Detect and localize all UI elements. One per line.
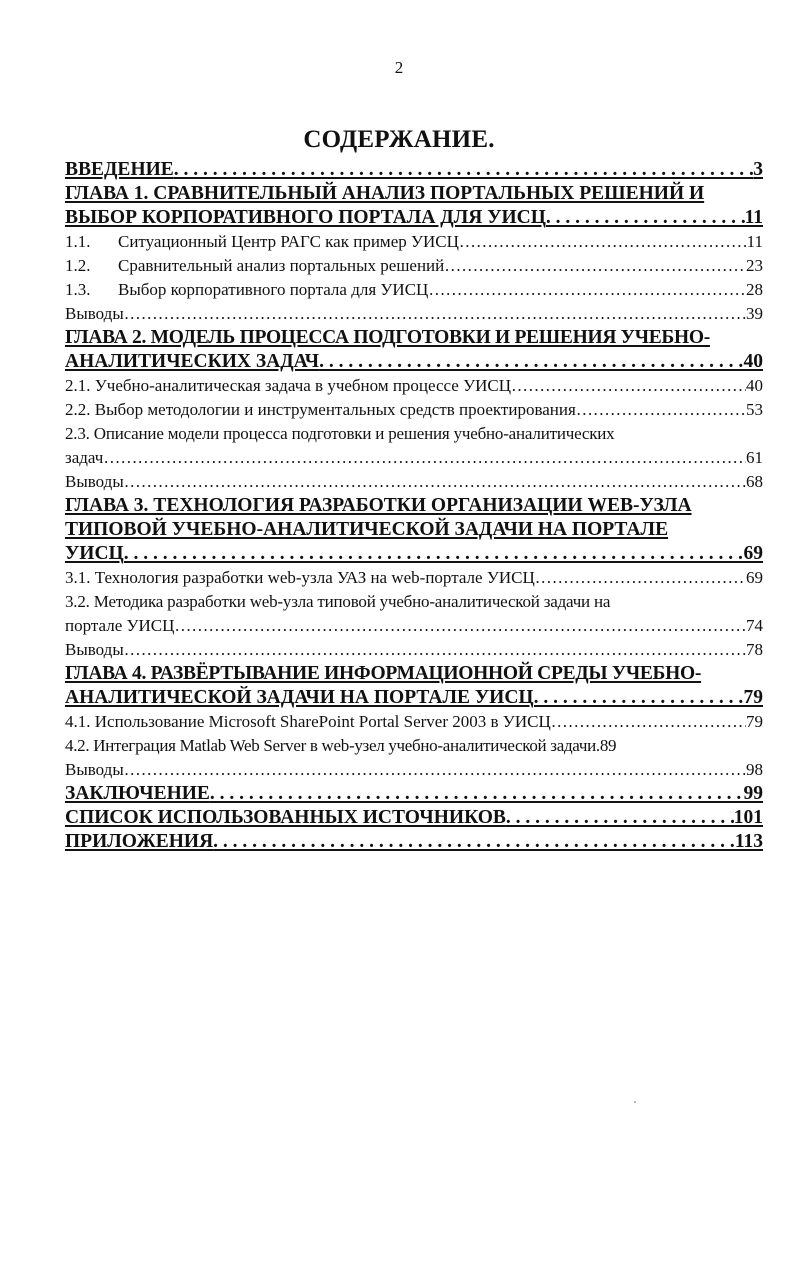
page-ref: 113	[734, 831, 763, 852]
page-ref: 78	[746, 640, 763, 659]
page-ref: 40	[743, 351, 763, 372]
toc-title: СОДЕРЖАНИЕ.	[303, 126, 495, 153]
toc-entry-section-4-2[interactable]: 4.2. Интеграция Matlab Web Server в web-узел учебно-аналитической задачи. 89	[65, 734, 763, 758]
toc-entry-appendices[interactable]: ПРИЛОЖЕНИЯ . . . 113	[65, 830, 763, 854]
page-ref: 101	[733, 807, 763, 828]
page-ref: 79	[743, 687, 763, 708]
chapter-title-line: ГЛАВА 1. СРАВНИТЕЛЬНЫЙ АНАЛИЗ ПОРТАЛЬНЫХ РЕШЕНИЙ И	[65, 183, 705, 204]
toc-entry-section-2-3[interactable]: 2.3. Описание модели процесса подготовки и решения учебно-аналитических задач …………………………………………………………………………………………………………………………………………………………………………………………………………………………… 61	[65, 422, 763, 470]
toc-entry-introduction[interactable]: ВВЕДЕНИЕ . . . 3	[65, 158, 763, 182]
toc-entry-chapter-2[interactable]: ГЛАВА 2. МОДЕЛЬ ПРОЦЕССА ПОДГОТОВКИ И РЕШЕНИЯ УЧЕБНО- АНАЛИТИЧЕСКИХ ЗАДАЧ . . . 40	[65, 326, 763, 374]
toc-entry-conclusions-1[interactable]: Выводы …………………………………………………………………………………………………………………………………………………………………………………………………………………………… 39	[65, 302, 763, 326]
page-ref: 40	[746, 376, 763, 395]
table-of-contents	[65, 158, 763, 854]
page-ref: 69	[746, 568, 763, 587]
toc-entry-conclusions-4[interactable]: Выводы …………………………………………………………………………………………………………………………………………………………………………………………………………………………… 98	[65, 758, 763, 782]
toc-entry-conclusions-2[interactable]: Выводы …………………………………………………………………………………………………………………………………………………………………………………………………………………………… 68	[65, 470, 763, 494]
toc-entry-section-1-2[interactable]: 1.2. Сравнительный анализ портальных решений …………………………………………………………………………………………………………………………………………………………………………………………………………………………… 23	[65, 254, 763, 278]
chapter-title-line: ГЛАВА 4. РАЗВЁРТЫВАНИЕ ИНФОРМАЦИОННОЙ СРЕДЫ УЧЕБНО-	[65, 663, 702, 684]
page-ref: 28	[746, 280, 763, 299]
page-ref: 89	[599, 736, 617, 755]
page-ref: 99	[743, 783, 763, 804]
scan-speck	[634, 1101, 636, 1103]
page-ref: 69	[743, 543, 763, 564]
toc-entry-chapter-1[interactable]: ГЛАВА 1. СРАВНИТЕЛЬНЫЙ АНАЛИЗ ПОРТАЛЬНЫХ РЕШЕНИЙ И ВЫБОР КОРПОРАТИВНОГО ПОРТАЛА ДЛЯ УИСЦ . . . 11	[65, 182, 763, 230]
chapter-title-line: ГЛАВА 2. МОДЕЛЬ ПРОЦЕССА ПОДГОТОВКИ И РЕШЕНИЯ УЧЕБНО-	[65, 327, 710, 348]
page-ref: 61	[746, 448, 763, 467]
toc-entry-chapter-3[interactable]: ГЛАВА 3. ТЕХНОЛОГИЯ РАЗРАБОТКИ ОРГАНИЗАЦИИ WEB-УЗЛА ТИПОВОЙ УЧЕБНО-АНАЛИТИЧЕСКОЙ ЗАДАЧИ НА ПОРТАЛЕ УИСЦ . . . 69	[65, 494, 763, 566]
toc-entry-section-2-1[interactable]: 2.1. Учебно-аналитическая задача в учебном процессе УИСЦ …………………………………………………………………………………………………………………………………………………………………………………………………………………………… 40	[65, 374, 763, 398]
page-number: 2	[394, 58, 404, 77]
chapter-title-line: ГЛАВА 3. ТЕХНОЛОГИЯ РАЗРАБОТКИ ОРГАНИЗАЦИИ WEB-УЗЛА	[65, 495, 692, 516]
toc-entry-sources[interactable]: СПИСОК ИСПОЛЬЗОВАННЫХ ИСТОЧНИКОВ . . . 101	[65, 806, 763, 830]
chapter-title-line: ТИПОВОЙ УЧЕБНО-АНАЛИТИЧЕСКОЙ ЗАДАЧИ НА ПОРТАЛЕ	[65, 519, 669, 540]
toc-entry-section-4-1[interactable]: 4.1. Использование Microsoft SharePoint Portal Server 2003 в УИСЦ …………………………………………………………………………………………………………………………………………………………………………………………………………………………… 79	[65, 710, 763, 734]
page-ref: 68	[746, 472, 763, 491]
page-ref: 11	[746, 232, 763, 251]
toc-entry-chapter-4[interactable]: ГЛАВА 4. РАЗВЁРТЫВАНИЕ ИНФОРМАЦИОННОЙ СРЕДЫ УЧЕБНО- АНАЛИТИЧЕСКОЙ ЗАДАЧИ НА ПОРТАЛЕ УИСЦ . . . 79	[65, 662, 763, 710]
page-ref: 53	[746, 400, 763, 419]
page-ref: 98	[746, 760, 763, 779]
page-ref: 23	[746, 256, 763, 275]
page-ref: 11	[744, 207, 763, 228]
page-ref: 74	[746, 616, 763, 635]
toc-entry-conclusions-3[interactable]: Выводы …………………………………………………………………………………………………………………………………………………………………………………………………………………………… 78	[65, 638, 763, 662]
toc-entry-section-3-1[interactable]: 3.1. Технология разработки web-узла УАЗ на web-портале УИСЦ …………………………………………………………………………………………………………………………………………………………………………………………………………………………… 69	[65, 566, 763, 590]
page-ref: 79	[746, 712, 763, 731]
toc-entry-section-2-2[interactable]: 2.2. Выбор методологии и инструментальных средств проектирования …………………………………………………………………………………………………………………………………………………………………………………………………………………………… 53	[65, 398, 763, 422]
toc-entry-section-3-2[interactable]: 3.2. Методика разработки web-узла типовой учебно-аналитической задачи на портале УИСЦ …………………………………………………………………………………………………………………………………………………………………………………………………………………………… 74	[65, 590, 763, 638]
toc-entry-conclusion[interactable]: ЗАКЛЮЧЕНИЕ . . . 99	[65, 782, 763, 806]
page-ref: 3	[753, 159, 763, 180]
page-ref: 39	[746, 304, 763, 323]
toc-entry-section-1-1[interactable]: 1.1. Ситуационный Центр РАГС как пример УИСЦ …………………………………………………………………………………………………………………………………………………………………………………………………………………………… 11	[65, 230, 763, 254]
toc-entry-section-1-3[interactable]: 1.3. Выбор корпоративного портала для УИСЦ …………………………………………………………………………………………………………………………………………………………………………………………………………………………… 28	[65, 278, 763, 302]
